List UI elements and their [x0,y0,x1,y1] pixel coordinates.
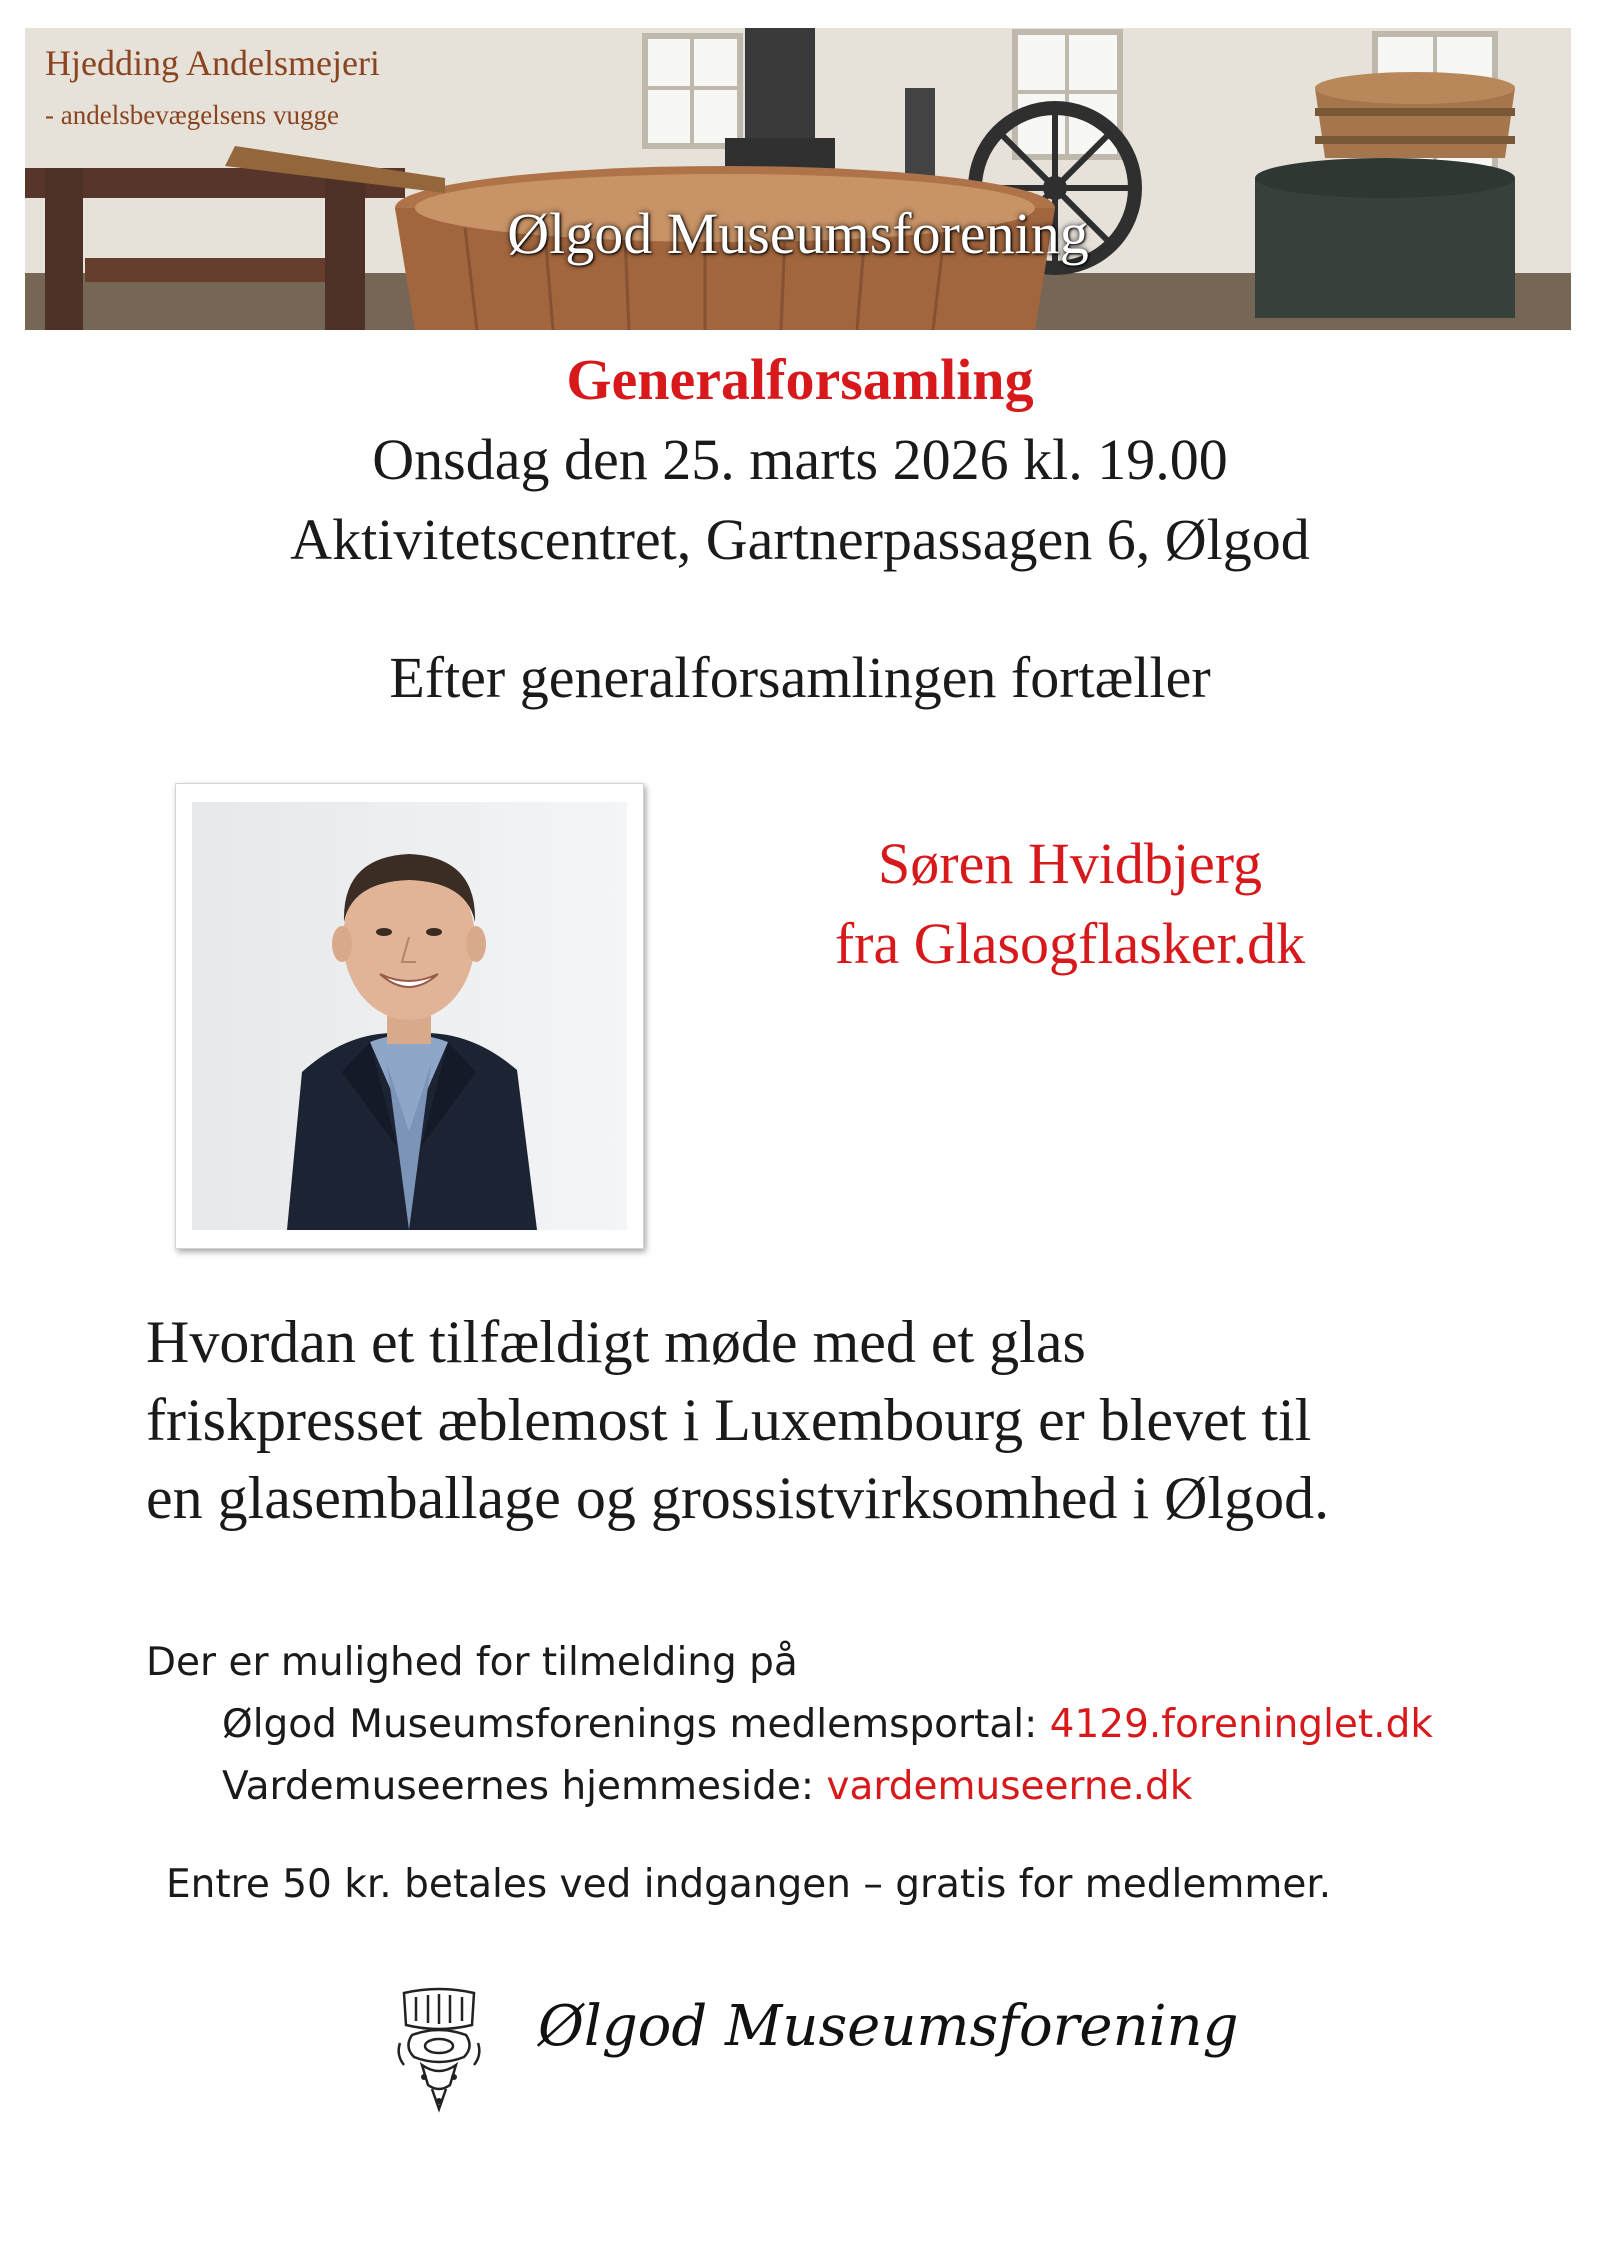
site-link[interactable]: vardemuseerne.dk [826,1764,1193,1809]
speaker-organization: fra Glasogflasker.dk [834,911,1306,976]
registration-portal [222,1702,1433,1747]
event-place: Aktivitetscentret, Gartnerpassagen 6, Ølgod [290,507,1310,572]
talk-description-line: Hvordan et tilfældigt møde med et glas [146,1309,1086,1375]
talk-description-line: friskpresset æblemost i Luxembourg er blevet til [146,1387,1312,1453]
portal-link[interactable]: 4129.foreninglet.dk [1049,1702,1433,1747]
event-intro: Efter generalforsamlingen fortæller [389,645,1211,710]
site-label: Vardemuseernes hjemmeside: [222,1764,815,1809]
speaker-photo-frame [175,783,644,1249]
header-banner [25,28,1571,330]
event-date: Onsdag den 25. marts 2026 kl. 19.00 [372,427,1228,492]
event-title: Generalforsamling [566,347,1034,412]
talk-description-line: en glasemballage og grossistvirksomhed i Ølgod. [146,1465,1330,1531]
speaker-portrait [192,802,627,1230]
banner-organization: Ølgod Museumsforening [507,201,1089,266]
registration-intro: Der er mulighed for tilmelding på [146,1640,798,1685]
portal-label: Ølgod Museumsforenings medlemsportal: [222,1702,1038,1747]
speaker-name: Søren Hvidbjerg [878,831,1262,896]
museum-emblem-icon [394,1985,484,2115]
entry-fee-note: Entre 50 kr. betales ved indgangen – gratis for medlemmer. [166,1862,1332,1907]
registration-website [222,1764,1192,1809]
footer-organization-name: Ølgod Museumsforening [538,1994,1239,2059]
banner-title: Hjedding Andelsmejeri [45,43,380,83]
banner-subtitle: - andelsbevægelsens vugge [45,100,339,130]
